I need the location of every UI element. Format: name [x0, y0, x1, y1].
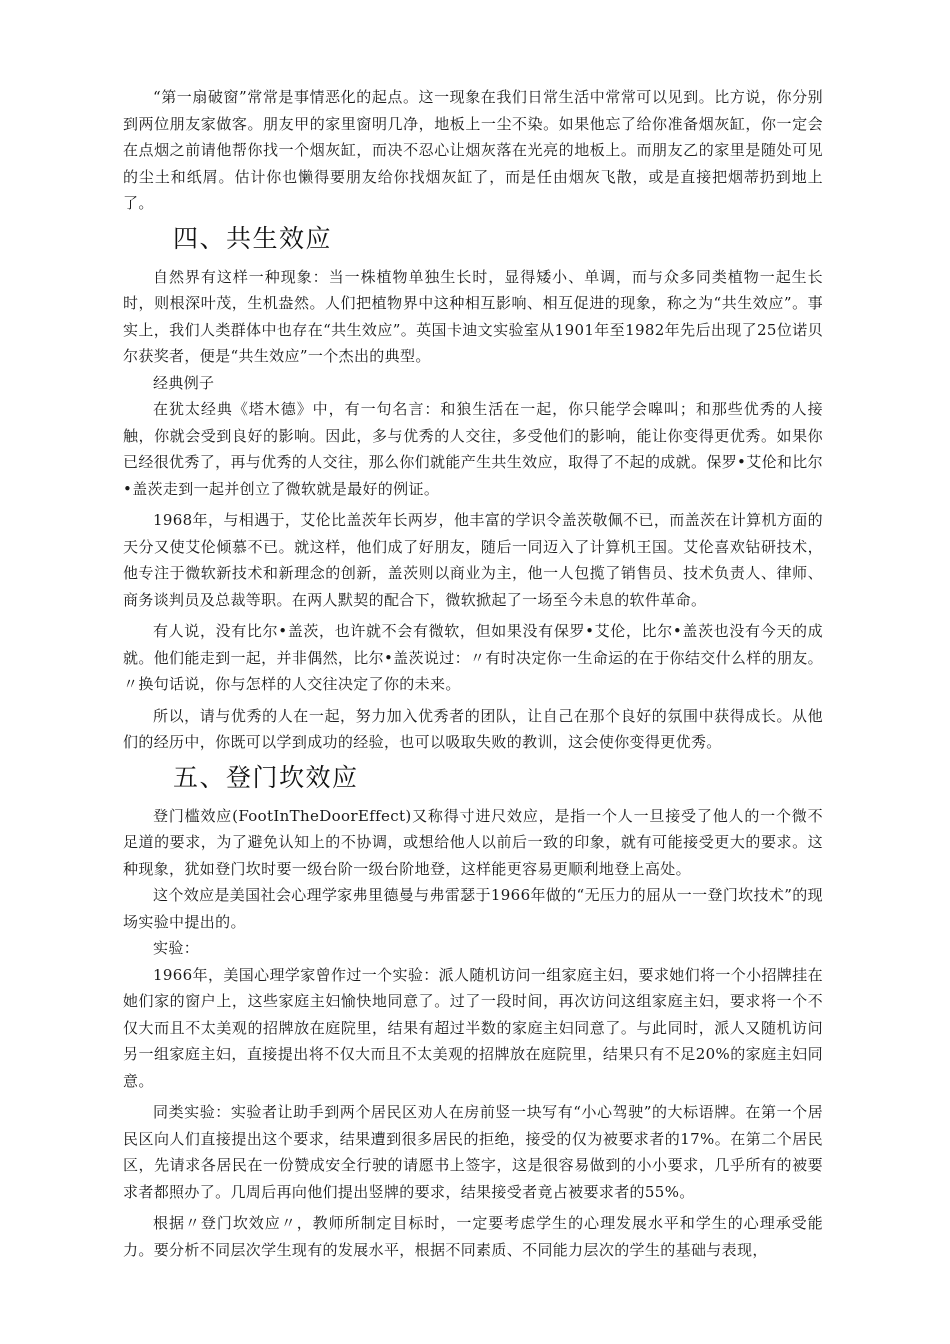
paragraph-similar-experiment: 同类实验：实验者让助手到两个居民区劝人在房前竖一块写有“小心驾驶”的大标语牌。在第一个居民区向人们直接提出这个要求，结果遭到很多居民的拒绝，接受的仅为被要求者的17%。在第二个居民区，先请求各居民在一份赞成安全行驶的请愿书上签字，这是很容易做到的小小要求，几乎所有的被要求者都照办了。几周后再向他们提出竖牌的要求，结果接受者竟占被要求者的55%。	[123, 1103, 823, 1201]
paragraph-gates-quote: 有人说，没有比尔•盖茨，也许就不会有微软，但如果没有保罗•艾伦，比尔•盖茨也没有今天的成就。他们能走到一起，并非偶然，比尔•盖茨说过：〃有时决定你一生命运的在于你结交什么样的朋友。〃换句话说，你与怎样的人交往决定了你的未来。	[123, 622, 823, 693]
paragraph-freedman-fraser-origin: 这个效应是美国社会心理学家弗里德曼与弗雷瑟于1966年做的“无压力的屈从一一登门坎技术”的现场实验中提出的。	[123, 886, 823, 931]
paragraph-teacher-application: 根据〃登门坎效应〃，教师所制定目标时，一定要考虑学生的心理发展水平和学生的心理承受能力。要分析不同层次学生现有的发展水平，根据不同素质、不同能力层次的学生的基础与表现，	[123, 1214, 823, 1259]
paragraph-foot-in-door-definition: 登门槛效应(FootInTheDoorEffect)又称得寸进尺效应，是指一个人一旦接受了他人的一个微不足道的要求，为了避免认知上的不协调，或想给他人以前后一致的印象，就有可能接受更大的要求。这种现象，犹如登门坎时要一级台阶一级台阶地登，这样能更容易更顺利地登上高处。	[123, 806, 823, 878]
label-experiment: 实验：	[153, 939, 200, 957]
paragraph-housewife-experiment: 1966年，美国心理学家曾作过一个实验：派人随机访问一组家庭主妇，要求她们将一个小招牌挂在她们家的窗户上，这些家庭主妇愉快地同意了。过了一段时间，再次访问这组家庭主妇，要求将一个不仅大而且不太美观的招牌放在庭院里，结果有超过半数的家庭主妇同意了。与此同时，派人又随机访问另一组家庭主妇，直接提出将不仅大而且不太美观的招牌放在庭院里，结果只有不足20%的家庭主妇同意。	[123, 965, 823, 1090]
paragraph-allen-gates-1968: 1968年，与相遇于，艾伦比盖茨年长两岁，他丰富的学识令盖茨敬佩不已，而盖茨在计算机方面的天分又使艾伦倾慕不已。就这样，他们成了好朋友，随后一同迈入了计算机王国。艾伦喜欢钻研技术，他专注于微软新技术和新理念的创新，盖茨则以商业为主，他一人包揽了销售员、技术负责人、律师、商务谈判员及总裁等职。在两人默契的配合下，微软掀起了一场至今未息的软件革命。	[123, 511, 823, 609]
paragraph-symbiosis-conclusion: 所以，请与优秀的人在一起，努力加入优秀者的团队，让自己在那个良好的氛围中获得成长。从他们的经历中，你既可以学到成功的经验，也可以吸取失败的教训，这会使你变得更优秀。	[123, 706, 823, 751]
label-classic-example: 经典例子	[153, 373, 215, 392]
paragraph-broken-window: “第一扇破窗”常常是事情恶化的起点。这一现象在我们日常生活中常常可以见到。比方说，你分别到两位朋友家做客。朋友甲的家里窗明几净，地板上一尘不染。如果他忘了给你准备烟灰缸，你一定会在点烟之前请他帮你找一个烟灰缸，而决不忍心让烟灰落在光亮的地板上。而朋友乙的家里是随处可见的尘土和纸屑。估计你也懒得要朋友给你找烟灰缸了，而是任由烟灰飞散，或是直接把烟蒂扔到地上了。	[123, 88, 823, 212]
section-heading-symbiosis-effect: 四、共生效应	[173, 223, 333, 253]
paragraph-symbiosis-definition: 自然界有这样一种现象：当一株植物单独生长时，显得矮小、单调，而与众多同类植物一起生长时，则根深叶茂，生机盎然。人们把植物界中这种相互影响、相互促进的现象，称之为“共生效应”。事实上，我们人类群体中也存在“共生效应”。英国卡迪文实验室从1901年至1982年先后出现了25位诺贝尔获奖者，便是“共生效应”一个杰出的典型。	[123, 267, 823, 365]
document-page	[123, 84, 823, 1263]
section-heading-foot-in-door-effect: 五、登门坎效应	[173, 762, 359, 792]
paragraph-talmud-quote: 在犹太经典《塔木德》中，有一句名言：和狼生活在一起，你只能学会嗥叫；和那些优秀的人接触，你就会受到良好的影响。因此，多与优秀的人交往，多受他们的影响，能让你变得更优秀。如果你已经很优秀了，再与优秀的人交往，那么你们就能产生共生效应，取得了不起的成就。保罗•艾伦和比尔•盖茨走到一起并创立了微软就是最好的例证。	[123, 400, 823, 498]
